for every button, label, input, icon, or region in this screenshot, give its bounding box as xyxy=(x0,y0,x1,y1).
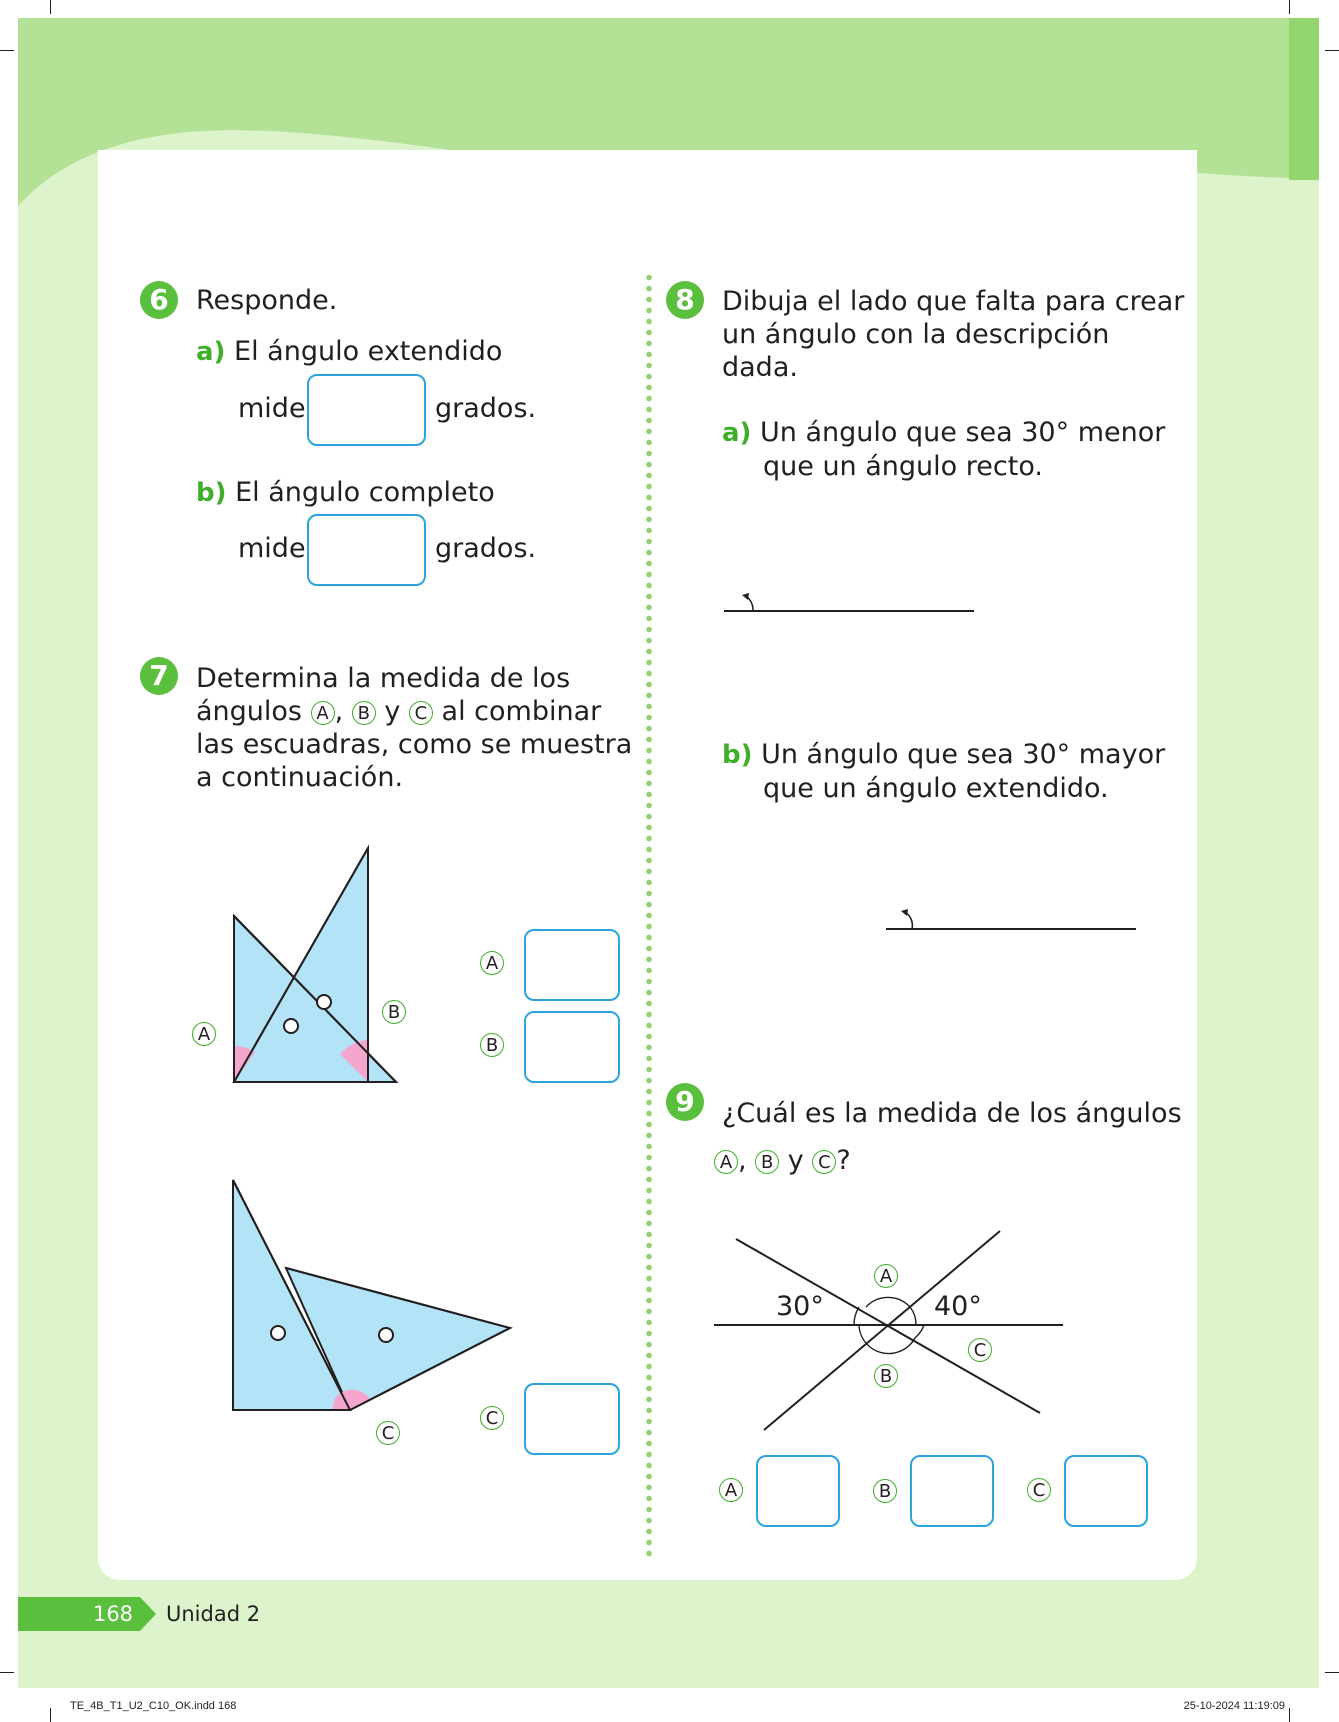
question-9-line2 xyxy=(714,1144,914,1177)
question-9-badge: 9 xyxy=(666,1083,704,1121)
question-8a-line2: que un ángulo recto. xyxy=(763,451,1043,482)
crop-mark xyxy=(50,0,51,14)
angle-label-a: A xyxy=(714,1150,738,1174)
figure-label-b: B xyxy=(382,1000,406,1024)
answer-box-7c[interactable] xyxy=(524,1383,620,1455)
sub-letter-b: b) xyxy=(722,740,753,770)
crop-mark xyxy=(0,1672,14,1673)
question-7-line2-start: ángulos xyxy=(196,696,302,727)
figure-label-c: C xyxy=(968,1338,992,1362)
slug-timestamp: 25-10-2024 11:19:09 xyxy=(1183,1700,1285,1712)
angle-label-b: B xyxy=(352,701,376,725)
question-6b-pre: mide xyxy=(238,533,306,564)
crop-mark xyxy=(0,50,14,51)
angle-label-b: B xyxy=(755,1150,779,1174)
answer-box-7a[interactable] xyxy=(524,929,620,1001)
angle-drawing-8b[interactable] xyxy=(882,898,1142,934)
question-6a-post: grados. xyxy=(435,393,537,424)
question-6a-text: El ángulo extendido xyxy=(234,336,503,367)
question-7-line3: las escuadras, como se muestra xyxy=(196,729,633,760)
angle-label-c: C xyxy=(812,1150,836,1174)
answer-label-7c: C xyxy=(480,1406,504,1430)
crop-mark xyxy=(1289,1708,1290,1722)
comma: , xyxy=(334,696,344,727)
question-6-prompt: Responde. xyxy=(196,285,338,316)
question-8a xyxy=(722,416,1192,483)
question-7-line2-end: al combinar xyxy=(441,696,602,727)
crop-mark xyxy=(1325,50,1339,51)
crop-mark xyxy=(1325,1672,1339,1673)
question-8b-line2: que un ángulo extendido. xyxy=(763,773,1109,804)
page-number: 168 xyxy=(92,1602,134,1626)
question-7-line2 xyxy=(196,695,636,728)
question-7-badge: 7 xyxy=(140,657,178,695)
answer-label-7b: B xyxy=(480,1033,504,1057)
angle-value-40: 40° xyxy=(934,1291,982,1322)
question-6a xyxy=(196,335,502,369)
answer-box-9b[interactable] xyxy=(910,1455,994,1527)
question-8-badge: 8 xyxy=(666,281,704,319)
angle-label-a: A xyxy=(311,701,335,725)
sub-letter-a: a) xyxy=(196,337,226,367)
angle-drawing-8a[interactable] xyxy=(720,590,980,620)
set-squares-figure-1 xyxy=(180,840,420,1090)
figure-label-b: B xyxy=(874,1364,898,1388)
question-8b xyxy=(722,738,1192,805)
answer-box-7b[interactable] xyxy=(524,1011,620,1083)
question-6-badge: 6 xyxy=(140,281,178,319)
answer-box-9c[interactable] xyxy=(1064,1455,1148,1527)
sub-letter-b: b) xyxy=(196,478,227,508)
question-7-prompt xyxy=(196,662,636,794)
question-6b-post: grados. xyxy=(435,533,537,564)
sub-letter-a: a) xyxy=(722,418,752,448)
question-8a-line1: Un ángulo que sea 30° menor xyxy=(760,417,1166,448)
unit-label: Unidad 2 xyxy=(166,1602,261,1626)
answer-label-9c: C xyxy=(1027,1478,1051,1502)
angle-value-30: 30° xyxy=(776,1291,824,1322)
question-6a-pre: mide xyxy=(238,393,306,424)
answer-box-6b[interactable] xyxy=(307,514,426,586)
answer-label-9a: A xyxy=(719,1478,743,1502)
and-word: y xyxy=(787,1145,804,1176)
comma: , xyxy=(738,1145,747,1176)
answer-box-6a[interactable] xyxy=(307,374,426,446)
answer-label-7a: A xyxy=(480,951,504,975)
crop-mark xyxy=(50,1708,51,1722)
answer-label-9b: B xyxy=(873,1479,897,1503)
answer-box-9a[interactable] xyxy=(756,1455,840,1527)
question-8-prompt xyxy=(722,285,1192,384)
slug-file: TE_4B_T1_U2_C10_OK.indd 168 xyxy=(70,1700,237,1712)
crop-mark xyxy=(1289,0,1290,14)
intersecting-lines-figure xyxy=(710,1225,1070,1435)
column-divider xyxy=(646,272,652,1558)
figure-label-c: C xyxy=(376,1421,400,1445)
question-6b-text: El ángulo completo xyxy=(235,477,495,508)
figure-label-a: A xyxy=(192,1022,216,1046)
question-7-line4: a continuación. xyxy=(196,762,404,793)
question-6b xyxy=(196,476,495,510)
angle-label-c: C xyxy=(409,701,433,725)
and-word: y xyxy=(384,696,401,727)
question-mark: ? xyxy=(836,1145,851,1176)
question-9-line1: ¿Cuál es la medida de los ángulos xyxy=(722,1098,1182,1129)
question-8-line1: Dibuja el lado que falta para crear xyxy=(722,286,1185,317)
figure-label-a: A xyxy=(874,1264,898,1288)
question-7-line1: Determina la medida de los xyxy=(196,663,571,694)
page-edge-strip xyxy=(1289,18,1319,1688)
question-8-line2: un ángulo con la descripción dada. xyxy=(722,319,1110,383)
set-squares-figure-2 xyxy=(200,1170,520,1420)
question-8b-line1: Un ángulo que sea 30° mayor xyxy=(761,739,1166,770)
